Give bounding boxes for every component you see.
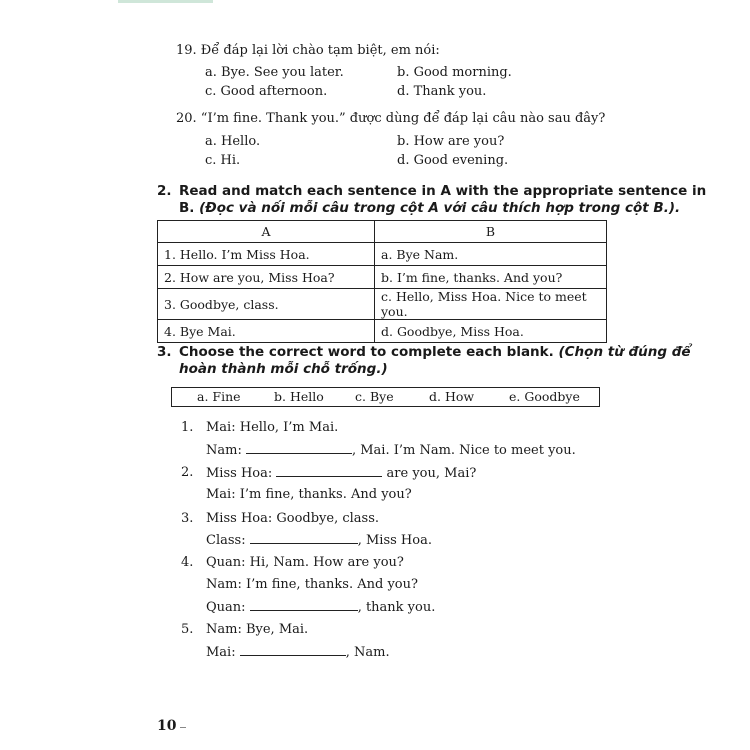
table-row bbox=[158, 320, 607, 343]
section3-heading-vi2: hoàn thành mỗi chỗ trống.) bbox=[179, 361, 388, 377]
column-b-header: B bbox=[375, 221, 607, 243]
item-1-rest: , Mai. I’m Nam. Nice to meet you. bbox=[351, 443, 576, 458]
section2-heading-line1: Read and match each sentence in A with the appropriate sentence in bbox=[179, 183, 707, 199]
q19-option-b: b. Good morning. bbox=[397, 65, 512, 80]
table-row bbox=[158, 289, 607, 320]
cell-a: 3. Goodbye, class. bbox=[158, 289, 375, 320]
blank-field[interactable] bbox=[276, 465, 382, 477]
item-2-line2: Mai: I’m fine, thanks. And you? bbox=[206, 487, 412, 502]
item-3-number: 3. bbox=[181, 511, 194, 526]
section2-heading-b: B. bbox=[179, 200, 195, 216]
item-4-rest: , thank you. bbox=[357, 600, 436, 615]
item-4-line2: Nam: I’m fine, thanks. And you? bbox=[206, 577, 418, 592]
q19-option-a: a. Bye. See you later. bbox=[205, 65, 344, 80]
blank-field[interactable] bbox=[240, 644, 346, 656]
item-4-line1: Quan: Hi, Nam. How are you? bbox=[206, 555, 404, 570]
section3-number: 3. bbox=[157, 344, 172, 360]
cell-a: 1. Hello. I’m Miss Hoa. bbox=[158, 243, 375, 266]
item-3-rest: , Miss Hoa. bbox=[357, 533, 432, 548]
section2-heading-vi: (Đọc và nối mỗi câu trong cột A với câu thích hợp trong cột B.). bbox=[199, 200, 681, 216]
q20-question: 20. “I’m fine. Thank you.” được dùng để đáp lại câu nào sau đây? bbox=[176, 111, 606, 126]
table-header-row bbox=[158, 221, 607, 243]
q19-question: 19. Để đáp lại lời chào tạm biệt, em nói: bbox=[176, 43, 440, 58]
cell-b: c. Hello, Miss Hoa. Nice to meet you. bbox=[375, 289, 607, 320]
item-4-speaker: Quan: bbox=[206, 600, 246, 615]
word-bank-box bbox=[171, 387, 600, 407]
matching-table bbox=[157, 220, 607, 343]
cell-b: b. I’m fine, thanks. And you? bbox=[375, 266, 607, 289]
word-option: c. Bye bbox=[355, 389, 394, 404]
item-5-line1: Nam: Bye, Mai. bbox=[206, 622, 309, 637]
table-row bbox=[158, 243, 607, 266]
item-5-number: 5. bbox=[181, 622, 194, 637]
section2-heading-line2 bbox=[179, 200, 680, 217]
table-row bbox=[158, 266, 607, 289]
q20-option-a: a. Hello. bbox=[205, 134, 261, 149]
item-2-speaker: Miss Hoa: bbox=[206, 466, 273, 481]
top-rule bbox=[118, 0, 213, 3]
q20-option-b: b. How are you? bbox=[397, 134, 505, 149]
q19-option-c: c. Good afternoon. bbox=[205, 84, 328, 99]
item-3-speaker: Class: bbox=[206, 533, 246, 548]
item-3-line1: Miss Hoa: Goodbye, class. bbox=[206, 511, 380, 526]
cell-b: d. Goodbye, Miss Hoa. bbox=[375, 320, 607, 343]
item-1-speaker: Nam: bbox=[206, 443, 242, 458]
section3-heading-en: Choose the correct word to complete each blank. bbox=[179, 344, 554, 360]
cell-a: 2. How are you, Miss Hoa? bbox=[158, 266, 375, 289]
item-5-line2 bbox=[206, 644, 390, 660]
item-2-rest: are you, Mai? bbox=[386, 466, 477, 481]
item-4-line3 bbox=[206, 599, 435, 615]
item-2-line1 bbox=[206, 465, 476, 481]
item-1-line2 bbox=[206, 442, 576, 458]
section3-heading-line1 bbox=[179, 344, 691, 361]
q20-option-d: d. Good evening. bbox=[397, 153, 509, 168]
cell-b: a. Bye Nam. bbox=[375, 243, 607, 266]
q19-option-d: d. Thank you. bbox=[397, 84, 487, 99]
item-5-speaker: Mai: bbox=[206, 645, 236, 660]
word-option: d. How bbox=[429, 389, 475, 404]
page-number: 10 bbox=[157, 718, 177, 734]
blank-field[interactable] bbox=[250, 599, 358, 611]
word-option: e. Goodbye bbox=[509, 389, 580, 404]
item-1-number: 1. bbox=[181, 420, 194, 435]
section2-number: 2. bbox=[157, 183, 172, 199]
section3-heading-vi1: (Chọn từ đúng để bbox=[558, 344, 691, 360]
blank-field[interactable] bbox=[250, 532, 358, 544]
item-1-line1: Mai: Hello, I’m Mai. bbox=[206, 420, 339, 435]
item-2-number: 2. bbox=[181, 465, 194, 480]
q20-option-c: c. Hi. bbox=[205, 153, 241, 168]
cell-a: 4. Bye Mai. bbox=[158, 320, 375, 343]
column-a-header: A bbox=[158, 221, 375, 243]
page-number-dash bbox=[180, 727, 186, 728]
blank-field[interactable] bbox=[246, 442, 352, 454]
item-5-rest: , Nam. bbox=[345, 645, 390, 660]
item-4-number: 4. bbox=[181, 555, 194, 570]
item-3-line2 bbox=[206, 532, 432, 548]
word-option: a. Fine bbox=[197, 389, 241, 404]
word-option: b. Hello bbox=[274, 389, 324, 404]
